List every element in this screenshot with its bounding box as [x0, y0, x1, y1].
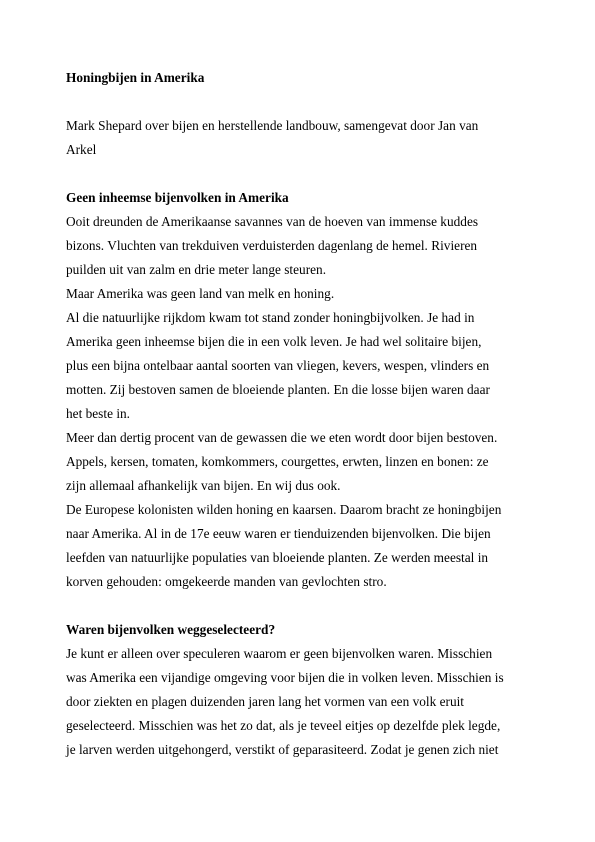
spacer [66, 90, 536, 114]
paragraph-line: leefden van natuurlijke populaties van bloeiende planten. Ze werden meestal in [66, 550, 489, 565]
paragraph-line: bizons. Vluchten van trekduiven verduisterden dagenlang de hemel. Rivieren [66, 238, 478, 253]
paragraph-line: Amerika geen inheemse bijen die in een volk leven. Je had wel solitaire bijen, [66, 334, 482, 349]
section-paragraphs [66, 642, 536, 762]
paragraph-line: motten. Zij bestoven samen de bloeiende planten. En die losse bijen waren daar [66, 382, 490, 397]
paragraph-line: het beste in. [66, 406, 131, 421]
document-body [66, 66, 536, 762]
paragraph-line: Meer dan dertig procent van de gewassen die we eten wordt door bijen bestoven. [66, 430, 498, 445]
paragraph-line: Al die natuurlijke rijkdom kwam tot stand zonder honingbijvolken. Je had in [66, 310, 475, 325]
paragraph-line: De Europese kolonisten wilden honing en kaarsen. Daarom bracht ze honingbijen [66, 502, 502, 517]
spacer [66, 162, 536, 186]
section-heading: Waren bijenvolken weggeselecteerd? [66, 622, 276, 637]
paragraph-line: Maar Amerika was geen land van melk en honing. [66, 286, 335, 301]
section-waren-bijenvolken-weggeselecteerd [66, 618, 536, 762]
paragraph-line: puilden uit van zalm en drie meter lange steuren. [66, 262, 327, 277]
section-paragraphs [66, 210, 536, 594]
paragraph-line: naar Amerika. Al in de 17e eeuw waren er tienduizenden bijenvolken. Die bijen [66, 526, 491, 541]
paragraph-line: korven gehouden: omgekeerde manden van gevlochten stro. [66, 574, 387, 589]
paragraph-line: Ooit dreunden de Amerikaanse savannes van de hoeven van immense kuddes [66, 214, 479, 229]
subtitle-line: Arkel [66, 142, 97, 157]
paragraph-line: geselecteerd. Misschien was het zo dat, als je teveel eitjes op dezelfde plek legde, [66, 718, 501, 733]
spacer [66, 594, 536, 618]
paragraph-line: zijn allemaal afhankelijk van bijen. En wij dus ook. [66, 478, 341, 493]
section-heading: Geen inheemse bijenvolken in Amerika [66, 190, 289, 205]
document-title: Honingbijen in Amerika [66, 70, 205, 85]
paragraph-line: door ziekten en plagen duizenden jaren lang het vormen van een volk eruit [66, 694, 465, 709]
paragraph-line: plus een bijna ontelbaar aantal soorten van vliegen, kevers, wespen, vlinders en [66, 358, 490, 373]
paragraph-line: Appels, kersen, tomaten, komkommers, courgettes, erwten, linzen en bonen: ze [66, 454, 489, 469]
subtitle-line: Mark Shepard over bijen en herstellende landbouw, samengevat door Jan van [66, 118, 479, 133]
document-subtitle [66, 114, 536, 162]
paragraph-line: Je kunt er alleen over speculeren waarom er geen bijenvolken waren. Misschien [66, 646, 493, 661]
section-geen-inheemse-bijenvolken [66, 186, 536, 594]
paragraph-line: was Amerika een vijandige omgeving voor bijen die in volken leven. Misschien is [66, 670, 504, 685]
paragraph-line: je larven werden uitgehongerd, verstikt of geparasiteerd. Zodat je genen zich niet [66, 742, 499, 757]
